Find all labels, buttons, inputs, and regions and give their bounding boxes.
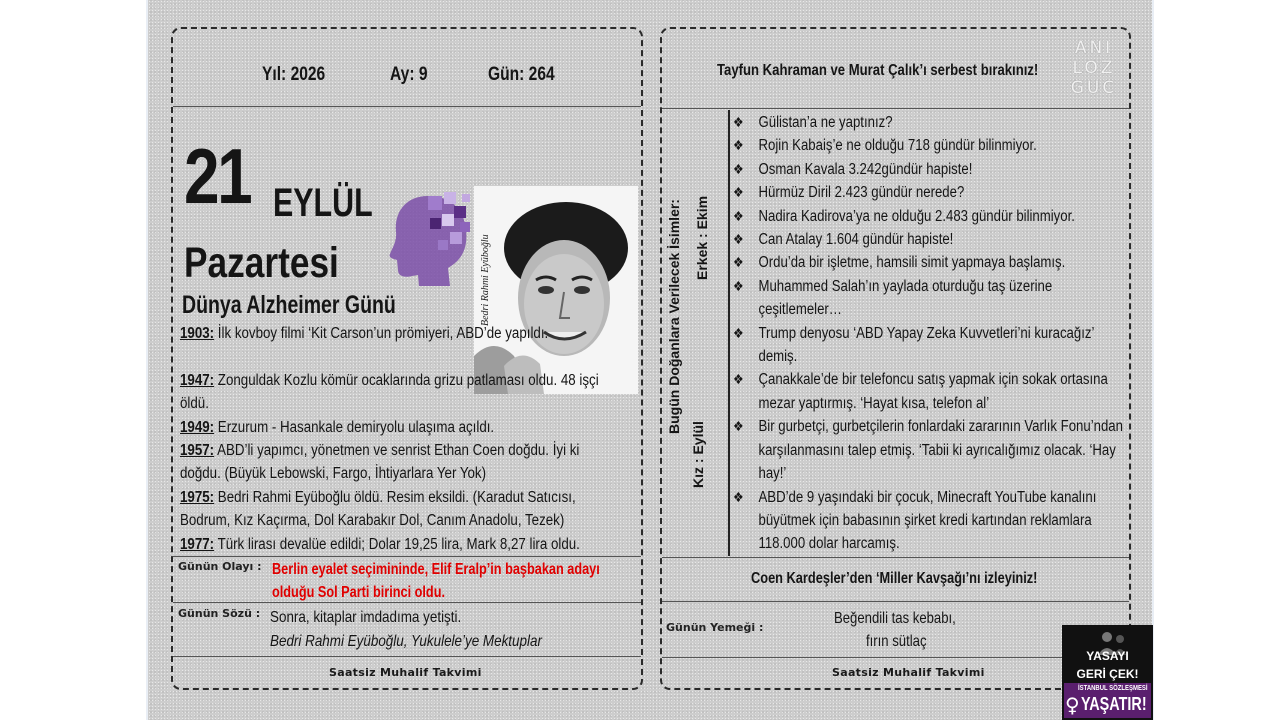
- divider: [662, 557, 1129, 558]
- names-title: Bugün Doğanlara Verilecek İsimler:: [666, 199, 682, 434]
- logo-line: ANI: [1074, 38, 1114, 58]
- divider: [662, 108, 1129, 109]
- portrait-illustration: [474, 186, 638, 394]
- girl-name: Kız : Eylül: [690, 421, 706, 488]
- list-item-text: Muhammed Salah’ın yaylada oturduğu taş üzerine çeşitlemeler…: [758, 277, 1053, 319]
- event-text: Zonguldak Kozlu kömür ocaklarında grizu patlaması oldu. 48 işçi öldü.: [180, 372, 599, 413]
- diamond-bullet-icon: ❖: [733, 418, 744, 435]
- meal-label: Günün Yemeği :: [666, 621, 764, 634]
- diamond-bullet-icon: ❖: [733, 277, 744, 294]
- footer-title-left: Saatsiz Muhalif Takvimi: [329, 666, 482, 679]
- list-item: [733, 251, 1124, 274]
- quote-text: Sonra, kitaplar imdadıma yetişti.: [270, 609, 462, 626]
- divider: [173, 602, 641, 603]
- list-item-text: Nadira Kadirova’ya ne olduğu 2.483 gündür bilinmiyor.: [758, 207, 1075, 225]
- diamond-bullet-icon: ❖: [733, 207, 744, 224]
- list-item: [733, 111, 1124, 134]
- logo-line: LOZ: [1072, 58, 1116, 78]
- film-recommendation: Coen Kardeşler’den ‘Miller Kavşağı’nı izleyiniz!: [751, 570, 1038, 587]
- divider: [173, 106, 641, 107]
- diamond-bullet-icon: ❖: [733, 160, 744, 177]
- event-1977: [180, 533, 614, 556]
- istanbul-convention-badge: [1062, 625, 1153, 720]
- diamond-bullet-icon: ❖: [733, 231, 744, 248]
- list-item-text: Bir gurbetçi, gurbetçilerin fonlardaki zararının Varlık Fonu’ndan karşılanmasını talep etmiş. ‘Tabii ki ayrıcalığımız olacak. ‘Hay hay!’: [758, 418, 1123, 483]
- list-item-text: Rojin Kabaiş’e ne olduğu 718 gündür bilinmiyor.: [758, 137, 1037, 155]
- diamond-bullet-icon: ❖: [733, 488, 744, 505]
- event-1903: [180, 322, 614, 345]
- weekday: Pazartesi: [184, 239, 339, 287]
- list-item: [733, 322, 1124, 369]
- diamond-bullet-icon: ❖: [733, 371, 744, 388]
- list-item-text: Osman Kavala 3.242gündür hapiste!: [758, 160, 973, 178]
- event-text: İlk kovboy filmi ‘Kit Carson’un prömiyeri, ABD’de yapıldı.: [214, 325, 549, 342]
- list-item: [733, 486, 1124, 556]
- list-item-text: Can Atalay 1.604 gündür hapiste!: [758, 231, 954, 249]
- list-item: [733, 205, 1124, 228]
- badge-line4: YAŞATIR!: [1081, 694, 1147, 714]
- badge-line2: GERİ ÇEK!: [1076, 667, 1139, 681]
- event-text: Türk lirası devalüe edildi; Dolar 19,25 lira, Mark 8,27 lira oldu.: [214, 536, 580, 553]
- day-of-year-label: Gün: 264: [488, 64, 555, 85]
- aniloz-logo: [1068, 38, 1120, 98]
- event-year: 1903:: [180, 325, 215, 342]
- list-item-text: Ordu’da bir işletme, hamsili simit yapmaya başlamış.: [758, 254, 1066, 272]
- event-1947: [180, 369, 614, 416]
- year-label: Yıl: 2026: [262, 64, 326, 85]
- event-year: 1949:: [180, 419, 215, 436]
- footer-title-right: Saatsiz Muhalif Takvimi: [832, 666, 985, 679]
- boy-name: Erkek : Ekim: [694, 195, 710, 280]
- list-item-text: Trump denyosu ‘ABD Yapay Zeka Kuvvetleri’ni kuracağız’ demiş.: [758, 324, 1094, 366]
- divider: [173, 656, 641, 657]
- puzzle-head-icon: [388, 188, 474, 288]
- event-of-day-label: Günün Olayı :: [178, 560, 262, 573]
- event-year: 1947:: [180, 372, 215, 389]
- event-1957: [180, 439, 614, 486]
- diamond-bullet-icon: ❖: [733, 114, 744, 130]
- event-1975: [180, 486, 614, 533]
- month-label: Ay: 9: [390, 64, 428, 85]
- event-text: Erzurum - Hasankale demiryolu ulaşıma açıldı.: [214, 419, 495, 436]
- list-item: [733, 415, 1124, 485]
- list-item-text: Gülistan’a ne yaptınız?: [758, 114, 893, 131]
- event-text: Bedri Rahmi Eyüboğlu öldü. Resim eksildi. (Karadut Satıcısı, Bodrum, Kız Kaçırma, Dol Karabakır Dol, Canım Anadolu, Tezek): [180, 489, 576, 530]
- badge-line3: İSTANBUL SÖZLEŞMESİ: [1078, 685, 1148, 692]
- divider: [662, 657, 1129, 658]
- quote-author: Bedri Rahmi Eyüboğlu, Yukulele’ye Mektuplar: [270, 633, 542, 650]
- divider: [662, 601, 1129, 602]
- list-item: [733, 228, 1124, 251]
- list-item: [733, 181, 1124, 204]
- event-year: 1977:: [180, 536, 215, 553]
- meal-line2: fırın sütlaç: [866, 633, 927, 650]
- photo-caption: Bedri Rahmi Eyüboğlu: [480, 234, 491, 326]
- list-item: [733, 275, 1124, 322]
- observance-title: Dünya Alzheimer Günü: [182, 291, 396, 319]
- event-1949: [180, 416, 614, 439]
- meal-line1: Beğendili tas kebabı,: [834, 610, 956, 627]
- names-column-divider: [728, 110, 730, 556]
- badge-lower: [1064, 683, 1151, 718]
- list-item-text: Hürmüz Diril 2.423 gündür nerede?: [758, 184, 965, 202]
- list-item: [733, 134, 1124, 157]
- list-item: [733, 368, 1124, 415]
- diamond-bullet-icon: ❖: [733, 184, 744, 201]
- list-item: [733, 158, 1124, 181]
- month-name: EYLÜL: [273, 181, 373, 225]
- quote-of-day-label: Günün Sözü :: [178, 607, 261, 620]
- event-year: 1975:: [180, 489, 215, 506]
- badge-line1: YASAYI: [1086, 649, 1129, 663]
- diamond-bullet-icon: ❖: [733, 324, 744, 341]
- event-year: 1957:: [180, 442, 215, 459]
- event-text: ABD’li yapımcı, yönetmen ve senrist Ethan Coen doğdu. İyi ki doğdu. (Büyük Lebowski, Fargo, İhtiyarlara Yer Yok): [180, 442, 580, 483]
- list-item-text: Çanakkale’de bir telefoncu satış yapmak için sokak ortasına mezar yaptırmış. ‘Hayat kısa, telefon al’: [758, 371, 1108, 412]
- day-number: 21: [184, 132, 251, 220]
- event-of-day-line1: Berlin eyalet seçimininde, Elif Eralp’in başbakan adayı: [272, 561, 600, 578]
- headline: Tayfun Kahraman ve Murat Çalık’ı serbest bırakınız!: [717, 62, 1039, 79]
- portrait-photo: [474, 186, 638, 394]
- event-of-day-line2: olduğu Sol Parti birinci oldu.: [272, 584, 445, 601]
- logo-line: GUC: [1070, 78, 1118, 98]
- diamond-bullet-icon: ❖: [733, 254, 744, 271]
- female-symbol-icon: ♀: [1065, 693, 1080, 717]
- divider: [173, 556, 641, 557]
- list-item-text: ABD’de 9 yaşındaki bir çocuk, Minecraft YouTube kanalını büyütmek için babasının şirket kredi kartından reklamlara 118.000 dolar harcamış.: [758, 488, 1097, 553]
- diamond-bullet-icon: ❖: [733, 137, 744, 154]
- news-list: [733, 111, 1124, 556]
